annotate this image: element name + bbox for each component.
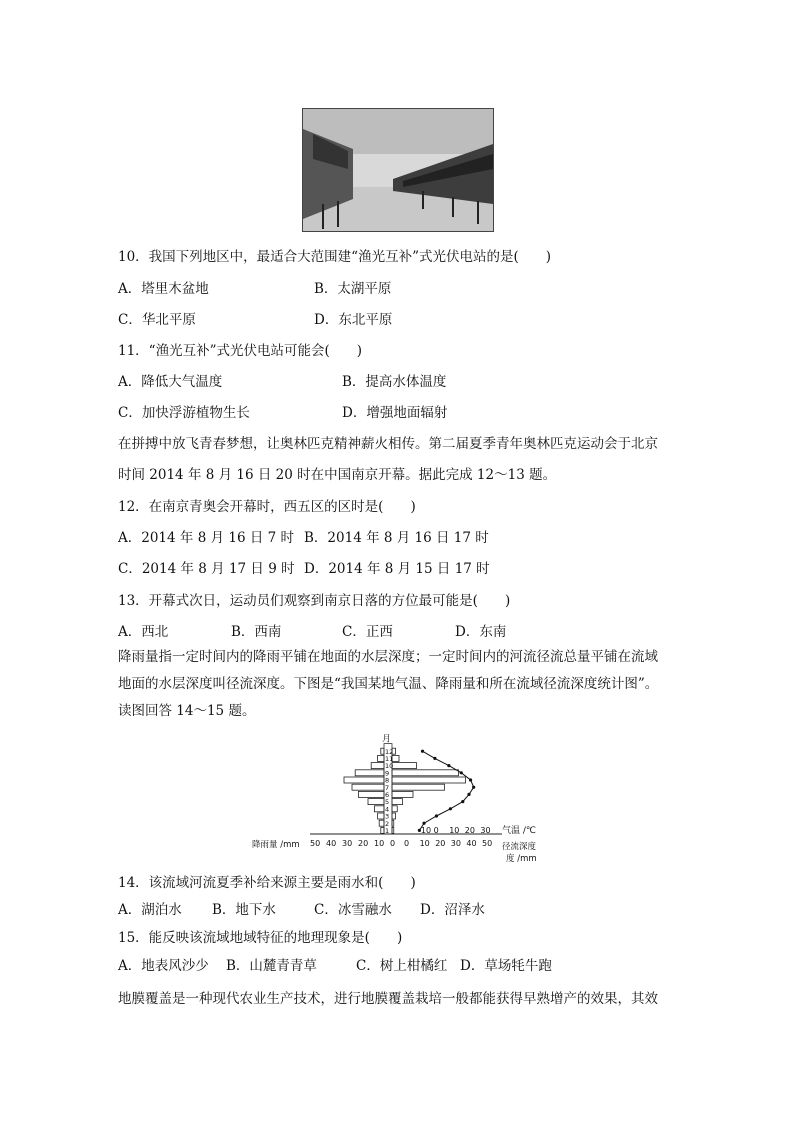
runoff-tick: 20 (435, 839, 446, 848)
temperature-point (449, 807, 452, 810)
question-14-stem: 14．该流域河流夏季补给来源主要是雨水和( ) (118, 875, 416, 891)
temperature-point (472, 786, 475, 789)
question-15-stem: 15．能反映该流域地域特征的地理现象是( ) (118, 930, 403, 946)
temp-tick: -10 (418, 826, 432, 835)
temp-tick: 20 (464, 826, 475, 835)
q13-option-c: C．正西 (342, 624, 393, 640)
question-13-stem: 13．开幕式次日，运动员们观察到南京日落的方位最可能是( ) (118, 593, 511, 609)
month-label: 8 (385, 776, 390, 785)
month-label: 10 (385, 762, 394, 771)
runoff-axis-label-2: 度 /mm (506, 854, 537, 864)
climate-runoff-chart-svg (252, 730, 560, 866)
rain-bar (358, 791, 384, 797)
rain-tick: 10 (374, 839, 385, 848)
runoff-bar (392, 799, 403, 805)
temp-tick: 0 (433, 826, 439, 835)
month-label: 1 (385, 827, 390, 835)
q13-option-a: A．西北 (118, 624, 169, 640)
q11-option-b: B．提高水体温度 (342, 374, 447, 390)
passage-3-line-3: 读图回答 14～15 题。 (118, 703, 256, 719)
runoff-tick: 50 (482, 839, 493, 848)
temperature-point (421, 750, 424, 753)
q13-option-d: D．东南 (455, 624, 507, 640)
question-12-stem: 12．在南京青奥会开幕时，西五区的区时是( ) (118, 499, 416, 515)
question-10-stem: 10．我国下列地区中，最适合大范围建“渔光互补”式光伏电站的是( ) (118, 249, 552, 265)
runoff-tick: 0 (404, 839, 410, 848)
q15-option-c: C．树上柑橘红 (356, 958, 448, 974)
rain-bar (368, 799, 384, 805)
q11-option-c: C．加快浮游植物生长 (118, 405, 250, 421)
temperature-point (435, 814, 438, 817)
temperature-point (433, 757, 436, 760)
question-11-stem: 11．“渔光互补”式光伏电站可能会( ) (118, 343, 363, 359)
rain-bar (381, 827, 384, 833)
month-label: 2 (385, 819, 390, 828)
q14-option-d: D．沼泽水 (420, 902, 485, 918)
rain-tick: 30 (342, 839, 353, 848)
rain-tick: 40 (326, 839, 337, 848)
q14-option-a: A．湖泊水 (118, 902, 182, 918)
runoff-bar (392, 806, 397, 812)
rain-axis-label: 降雨量 /mm (252, 840, 300, 850)
rain-tick: 50 (310, 839, 321, 848)
q14-option-b: B．地下水 (212, 902, 276, 918)
month-label: 11 (385, 755, 394, 763)
runoff-bar (392, 784, 445, 790)
temp-tick: 30 (480, 826, 491, 835)
temp-axis-label: 气温 /℃ (502, 826, 537, 836)
q10-option-b: B．太湖平原 (314, 281, 392, 297)
temp-tick: 10 (449, 826, 460, 835)
temperature-point (469, 778, 472, 781)
q12-option-d: D．2014 年 8 月 15 日 17 时 (304, 561, 490, 577)
passage-2-line-2: 时间 2014 年 8 月 16 日 20 时在中国南京开幕。据此完成 12～13 题。 (118, 467, 557, 483)
runoff-bar (392, 770, 459, 776)
rain-bar (378, 755, 384, 761)
temperature-line (419, 751, 473, 830)
temperature-point (461, 800, 464, 803)
q15-option-b: B．山麓青青草 (226, 958, 317, 974)
runoff-axis-label-1: 径流深度 (502, 842, 537, 852)
rain-bar (371, 763, 384, 769)
month-label: 9 (385, 769, 390, 778)
rain-bar (374, 806, 384, 812)
temperature-point (447, 764, 450, 767)
temperature-point (422, 822, 425, 825)
rain-bar (378, 813, 384, 819)
runoff-bar (392, 777, 466, 783)
rain-bar (355, 770, 384, 776)
runoff-tick: 30 (450, 839, 461, 848)
rain-tick: 20 (358, 839, 369, 848)
month-label: 7 (385, 783, 390, 792)
q12-option-a: A．2014 年 8 月 16 日 7 时 (118, 530, 295, 546)
q15-option-d: D．草场牦牛跑 (460, 958, 552, 974)
runoff-bar (392, 813, 396, 819)
q12-option-b: B．2014 年 8 月 16 日 17 时 (304, 530, 489, 546)
q13-option-b: B．西南 (231, 624, 282, 640)
runoff-bar (392, 827, 394, 833)
passage-4-line-1: 地膜覆盖是一种现代农业生产技术，进行地膜覆盖栽培一般都能获得早熟增产的效果，其效 (118, 991, 658, 1007)
q15-option-a: A．地表风沙少 (118, 958, 209, 974)
q11-option-a: A．降低大气温度 (118, 374, 223, 390)
q14-option-c: C．冰雪融水 (314, 902, 392, 918)
runoff-bar (392, 763, 417, 769)
q12-option-c: C．2014 年 8 月 17 日 9 时 (118, 561, 295, 577)
rain-bar (344, 777, 384, 783)
temperature-point (460, 771, 463, 774)
rain-bar (352, 784, 384, 790)
rain-bar (381, 748, 384, 754)
month-label: 12 (385, 747, 394, 756)
q10-option-d: D．东北平原 (314, 312, 393, 328)
q11-option-d: D．增强地面辐射 (342, 405, 448, 421)
month-label: 6 (385, 791, 390, 799)
q10-option-a: A．塔里木盆地 (118, 281, 209, 297)
month-axis-title: 月 (382, 734, 392, 745)
month-label: 4 (385, 805, 390, 814)
temperature-point (467, 793, 470, 796)
passage-2-line-1: 在拼搏中放飞青春梦想，让奥林匹克精神薪火相传。第二届夏季青年奥林匹克运动会于北京 (118, 436, 658, 452)
passage-3-line-2: 地面的水层深度叫径流深度。下图是“我国某地气温、降雨量和所在流域径流深度统计图”。 (118, 676, 659, 692)
month-label: 5 (385, 798, 390, 807)
runoff-bar (392, 820, 394, 826)
runoff-bar (392, 791, 413, 797)
rain-tick: 0 (390, 839, 396, 848)
solar-panels-over-water-icon (302, 108, 494, 232)
runoff-tick: 10 (419, 839, 430, 848)
q10-option-c: C．华北平原 (118, 312, 196, 328)
runoff-tick: 40 (466, 839, 477, 848)
rain-bar (379, 820, 384, 826)
climate-runoff-chart (252, 730, 560, 866)
passage-3-line-1: 降雨量指一定时间内的降雨平铺在地面的水层深度；一定时间内的河流径流总量平铺在流域 (118, 649, 658, 665)
month-label: 3 (385, 812, 390, 821)
